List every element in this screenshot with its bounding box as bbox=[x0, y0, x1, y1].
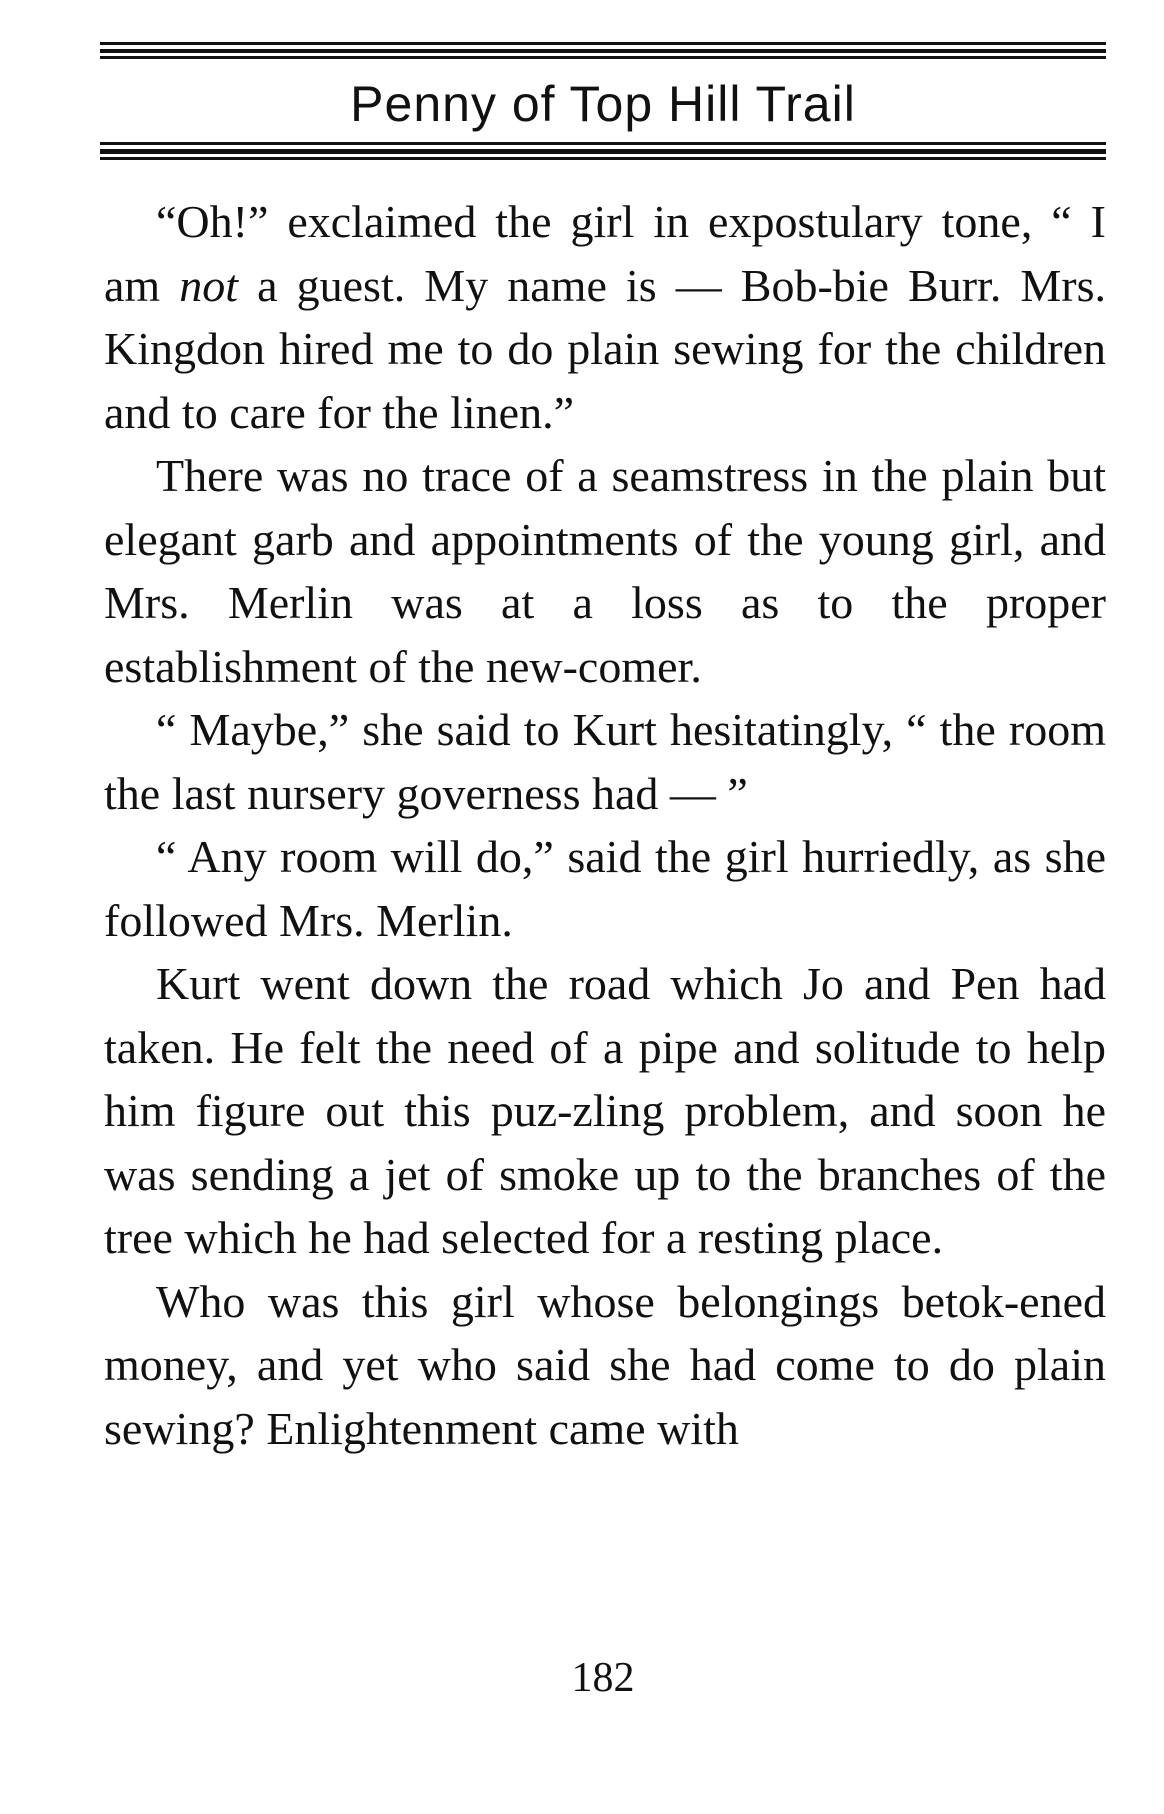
header-bottom-rule-line bbox=[100, 142, 1106, 145]
paragraph: There was no trace of a seamstress in the plain but elegant garb and appointments of the young girl, and Mrs. Merlin was at a loss as to the proper establishment of the new-comer. bbox=[104, 450, 1106, 692]
paragraph: Kurt went down the road which Jo and Pen had taken. He felt the need of a pipe and solitude to help him figure out this puz-zling problem, and soon he was sending a jet of smoke up to the branches of the tree which he had selected for a resting place. bbox=[104, 958, 1106, 1263]
header-top-rule-line bbox=[100, 56, 1106, 59]
header-top-rule-line bbox=[100, 42, 1106, 45]
header-bottom-rule-line bbox=[100, 149, 1106, 154]
header-bottom-rule-line bbox=[100, 157, 1106, 160]
paragraph: Who was this girl whose belongings betok-ened money, and yet who said she had come to do plain sewing? Enlightenment came with bbox=[104, 1275, 1106, 1454]
header-top-rule bbox=[100, 42, 1106, 60]
page-number: 182 bbox=[571, 1655, 635, 1701]
header-bottom-rule bbox=[100, 142, 1106, 162]
paragraph-text: “Oh!” exclaimed the girl in expostulary tone, “ I am bbox=[104, 196, 1106, 311]
paragraph bbox=[104, 190, 1106, 444]
running-title: Penny of Top Hill Trail bbox=[350, 76, 856, 132]
body-text bbox=[104, 190, 1106, 1460]
header-top-rule-line bbox=[100, 49, 1106, 53]
paragraph: “ Any room will do,” said the girl hurriedly, as she followed Mrs. Merlin. bbox=[104, 831, 1106, 946]
emphasized-word: not bbox=[179, 259, 239, 311]
paragraph: “ Maybe,” she said to Kurt hesitatingly, “ the room the last nursery governess had — ” bbox=[104, 704, 1106, 819]
paragraph-text: a guest. My name is — Bob-bie Burr. Mrs. Kingdon hired me to do plain sewing for the children and to care for the linen.” bbox=[104, 259, 1107, 438]
